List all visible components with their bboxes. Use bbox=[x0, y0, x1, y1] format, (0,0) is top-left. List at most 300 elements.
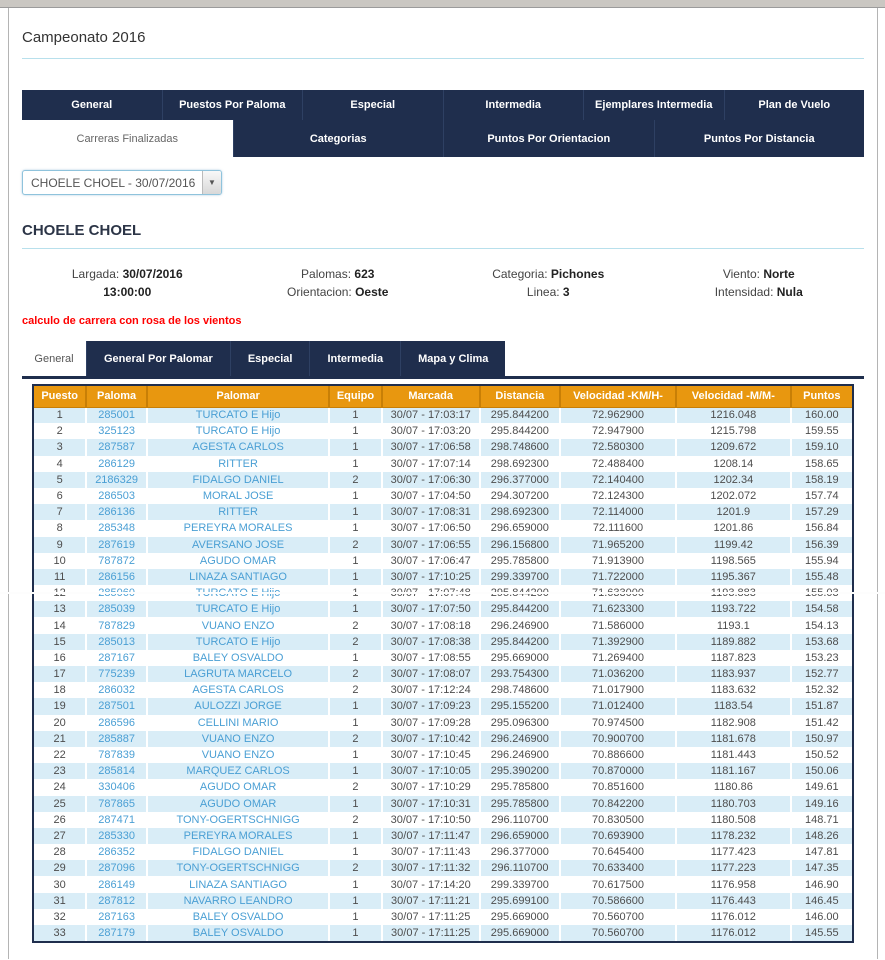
table-row bbox=[34, 763, 852, 779]
marcada-cell: 30/07 - 17:11:43 bbox=[382, 844, 480, 860]
velocidad-mm-cell: 1202.34 bbox=[676, 472, 791, 488]
palomar-link[interactable]: MARQUEZ CARLOS bbox=[147, 763, 329, 779]
velocidad-mm-cell: 1176.958 bbox=[676, 876, 791, 892]
velocidad-kmh-cell: 71.269400 bbox=[560, 650, 676, 666]
tab-ejemplares-intermedia[interactable]: Ejemplares Intermedia bbox=[583, 90, 724, 120]
paloma-link[interactable]: 287179 bbox=[86, 925, 147, 941]
marcada-cell: 30/07 - 17:14:20 bbox=[382, 876, 480, 892]
velocidad-mm-cell: 1183.632 bbox=[676, 682, 791, 698]
paloma-link[interactable]: 285814 bbox=[86, 763, 147, 779]
palomar-link[interactable]: AGUDO OMAR bbox=[147, 553, 329, 569]
distancia-cell: 298.692300 bbox=[480, 504, 560, 520]
paloma-link[interactable]: 285887 bbox=[86, 731, 147, 747]
puntos-cell: 158.65 bbox=[804, 457, 839, 470]
table-row bbox=[34, 747, 852, 763]
puntos-cell: 152.32 bbox=[804, 684, 839, 697]
equipo-cell: 2 bbox=[329, 731, 381, 747]
distancia-cell: 296.659000 bbox=[480, 520, 560, 536]
velocidad-kmh-cell: 71.392900 bbox=[560, 634, 676, 650]
equipo-cell: 1 bbox=[329, 423, 381, 439]
puntos-cell: 146.90 bbox=[804, 878, 839, 891]
velocidad-mm-cell: 1216.048 bbox=[676, 407, 791, 423]
marcada-cell: 30/07 - 17:09:23 bbox=[382, 698, 480, 714]
table-row bbox=[34, 423, 852, 439]
column-header-puesto: Puesto bbox=[34, 386, 86, 407]
paloma-link[interactable]: 287812 bbox=[86, 893, 147, 909]
distancia-cell: 299.339700 bbox=[480, 569, 560, 585]
puntos-cell: 157.74 bbox=[804, 490, 839, 503]
puesto-cell: 5 bbox=[34, 472, 86, 488]
velocidad-kmh-cell: 70.633400 bbox=[560, 860, 676, 876]
puesto-cell: 1 bbox=[34, 407, 86, 423]
table-row bbox=[34, 504, 852, 520]
palomar-link[interactable]: FIDALGO DANIEL bbox=[147, 844, 329, 860]
palomar-link[interactable]: RITTER bbox=[147, 456, 329, 472]
info-largada bbox=[22, 265, 233, 301]
table-row bbox=[34, 698, 852, 714]
puntos-cell: 149.61 bbox=[804, 781, 839, 794]
puesto-cell: 17 bbox=[34, 666, 86, 682]
distancia-cell: 296.377000 bbox=[480, 472, 560, 488]
equipo-cell: 1 bbox=[329, 909, 381, 925]
distancia-cell: 295.669000 bbox=[480, 650, 560, 666]
info-viento bbox=[654, 265, 865, 301]
puesto-cell: 26 bbox=[34, 812, 86, 828]
window-top-strip bbox=[0, 0, 885, 8]
puntos-cell: 150.97 bbox=[804, 732, 839, 745]
puntos-cell: 158.19 bbox=[804, 473, 839, 486]
velocidad-mm-cell: 1209.672 bbox=[676, 439, 791, 455]
equipo-cell: 1 bbox=[329, 456, 381, 472]
marcada-cell: 30/07 - 17:03:17 bbox=[382, 407, 480, 423]
puntos-cell: 160.00 bbox=[804, 409, 839, 422]
info-largada-line: Largada: 30/07/2016 bbox=[71, 267, 183, 281]
palomar-link[interactable]: PEREYRA MORALES bbox=[147, 520, 329, 536]
marcada-cell: 30/07 - 17:09:28 bbox=[382, 715, 480, 731]
palomar-link[interactable]: FIDALGO DANIEL bbox=[147, 472, 329, 488]
tab-plan-de-vuelo[interactable]: Plan de Vuelo bbox=[724, 90, 865, 120]
equipo-cell: 1 bbox=[329, 520, 381, 536]
marcada-cell: 30/07 - 17:10:29 bbox=[382, 779, 480, 795]
palomar-link[interactable]: AGESTA CARLOS bbox=[147, 682, 329, 698]
velocidad-mm-cell: 1198.565 bbox=[676, 553, 791, 569]
tab-intermedia[interactable]: Intermedia bbox=[443, 90, 584, 120]
palomar-link[interactable]: PEREYRA MORALES bbox=[147, 828, 329, 844]
puesto-cell: 31 bbox=[34, 893, 86, 909]
velocidad-kmh-cell: 71.965200 bbox=[560, 537, 676, 553]
column-header-velocidad-km-h: Velocidad -KM/H- bbox=[560, 386, 676, 407]
puesto-cell: 11 bbox=[34, 569, 86, 585]
puntos-cell: 154.58 bbox=[804, 603, 839, 616]
puesto-cell: 32 bbox=[34, 909, 86, 925]
velocidad-mm-cell: 1176.443 bbox=[676, 893, 791, 909]
palomar-link[interactable]: TONY-OGERTSCHNIGG bbox=[147, 860, 329, 876]
marcada-cell: 30/07 - 17:10:42 bbox=[382, 731, 480, 747]
palomar-link[interactable]: VUANO ENZO bbox=[147, 747, 329, 763]
distancia-cell: 295.699100 bbox=[480, 893, 560, 909]
info-viento-line: Viento: Norte bbox=[722, 267, 795, 281]
table-row bbox=[34, 601, 852, 617]
distancia-cell: 295.785800 bbox=[480, 779, 560, 795]
table-row bbox=[34, 844, 852, 860]
velocidad-kmh-cell: 70.870000 bbox=[560, 763, 676, 779]
column-header-velocidad-m-m: Velocidad -M/M- bbox=[676, 386, 791, 407]
puntos-cell: 156.39 bbox=[804, 538, 839, 551]
table-row bbox=[34, 666, 852, 682]
velocidad-mm-cell: 1180.703 bbox=[676, 796, 791, 812]
puntos-cell: 155.94 bbox=[804, 554, 839, 567]
paloma-link[interactable]: 285330 bbox=[86, 828, 147, 844]
distancia-cell: 296.246900 bbox=[480, 747, 560, 763]
paloma-link[interactable]: 285013 bbox=[86, 634, 147, 650]
equipo-cell: 1 bbox=[329, 488, 381, 504]
paloma-link[interactable]: 285001 bbox=[86, 407, 147, 423]
velocidad-kmh-cell: 70.886600 bbox=[560, 747, 676, 763]
marcada-cell: 30/07 - 17:04:50 bbox=[382, 488, 480, 504]
equipo-cell: 2 bbox=[329, 812, 381, 828]
marcada-cell: 30/07 - 17:06:47 bbox=[382, 553, 480, 569]
puesto-cell: 8 bbox=[34, 520, 86, 536]
distancia-cell: 296.377000 bbox=[480, 844, 560, 860]
velocidad-mm-cell: 1187.823 bbox=[676, 650, 791, 666]
palomar-link[interactable]: TURCATO E Hijo bbox=[147, 423, 329, 439]
race-title-divider bbox=[22, 248, 864, 249]
marcada-cell: 30/07 - 17:06:50 bbox=[382, 520, 480, 536]
palomar-link[interactable]: NAVARRO LEANDRO bbox=[147, 893, 329, 909]
velocidad-mm-cell: 1183.54 bbox=[676, 698, 791, 714]
marcada-cell: 30/07 - 17:08:31 bbox=[382, 504, 480, 520]
velocidad-kmh-cell: 71.623300 bbox=[560, 601, 676, 617]
equipo-cell: 1 bbox=[329, 876, 381, 892]
velocidad-mm-cell: 1193.1 bbox=[676, 617, 791, 633]
race-title: CHOELE CHOEL bbox=[22, 222, 142, 239]
equipo-cell: 1 bbox=[329, 715, 381, 731]
equipo-cell: 2 bbox=[329, 860, 381, 876]
results-table-wrap bbox=[32, 384, 854, 943]
palomar-link[interactable]: VUANO ENZO bbox=[147, 617, 329, 633]
table-row bbox=[34, 488, 852, 504]
equipo-cell: 2 bbox=[329, 537, 381, 553]
equipo-cell: 2 bbox=[329, 617, 381, 633]
distancia-cell: 295.096300 bbox=[480, 715, 560, 731]
palomar-link[interactable]: LINAZA SANTIAGO bbox=[147, 876, 329, 892]
paloma-link[interactable]: 325123 bbox=[86, 423, 147, 439]
distancia-cell: 298.692300 bbox=[480, 456, 560, 472]
info-categoria-line: Categoria: Pichones bbox=[492, 267, 605, 281]
table-row bbox=[34, 553, 852, 569]
column-header-palomar: Palomar bbox=[147, 386, 329, 407]
table-row bbox=[34, 893, 852, 909]
distancia-cell: 295.844200 bbox=[480, 423, 560, 439]
puntos-cell: 155.48 bbox=[804, 570, 839, 583]
palomar-link[interactable]: BALEY OSVALDO bbox=[147, 925, 329, 941]
velocidad-kmh-cell: 72.962900 bbox=[560, 407, 676, 423]
table-row bbox=[34, 876, 852, 892]
velocidad-kmh-cell: 70.586600 bbox=[560, 893, 676, 909]
paloma-link[interactable]: 285039 bbox=[86, 601, 147, 617]
equipo-cell: 1 bbox=[329, 407, 381, 423]
palomar-link[interactable]: MORAL JOSE bbox=[147, 488, 329, 504]
paloma-link[interactable]: 285348 bbox=[86, 520, 147, 536]
equipo-cell: 2 bbox=[329, 682, 381, 698]
equipo-cell: 1 bbox=[329, 504, 381, 520]
paloma-link[interactable]: 287501 bbox=[86, 698, 147, 714]
marcada-cell: 30/07 - 17:10:25 bbox=[382, 569, 480, 585]
equipo-cell: 1 bbox=[329, 925, 381, 941]
velocidad-kmh-cell: 70.842200 bbox=[560, 796, 676, 812]
paloma-link[interactable]: 286129 bbox=[86, 456, 147, 472]
velocidad-mm-cell: 1177.423 bbox=[676, 844, 791, 860]
puntos-cell: 157.29 bbox=[804, 506, 839, 519]
puesto-cell: 27 bbox=[34, 828, 86, 844]
table-row bbox=[34, 439, 852, 455]
equipo-cell: 2 bbox=[329, 472, 381, 488]
velocidad-mm-cell: 1178.232 bbox=[676, 828, 791, 844]
paloma-link[interactable]: 287587 bbox=[86, 439, 147, 455]
table-header-row bbox=[34, 386, 852, 407]
velocidad-mm-cell: 1177.223 bbox=[676, 860, 791, 876]
result-tab-general-por-palomar[interactable]: General Por Palomar bbox=[86, 341, 230, 376]
tab-general[interactable]: General bbox=[71, 99, 113, 111]
palomar-link[interactable]: BALEY OSVALDO bbox=[147, 909, 329, 925]
palomar-link[interactable]: AVERSANO JOSE bbox=[147, 537, 329, 553]
equipo-cell: 1 bbox=[329, 650, 381, 666]
race-select-value: CHOELE CHOEL - 30/07/2016 bbox=[31, 175, 196, 190]
puesto-cell: 14 bbox=[34, 617, 86, 633]
velocidad-kmh-cell: 70.900700 bbox=[560, 731, 676, 747]
tab-categorias[interactable]: Categorias bbox=[233, 120, 444, 157]
velocidad-kmh-cell: 70.560700 bbox=[560, 909, 676, 925]
velocidad-mm-cell: 1180.86 bbox=[676, 779, 791, 795]
column-header-marcada: Marcada bbox=[382, 386, 480, 407]
puesto-cell: 18 bbox=[34, 682, 86, 698]
paloma-link[interactable]: 2186329 bbox=[86, 472, 147, 488]
equipo-cell: 1 bbox=[329, 844, 381, 860]
paloma-link[interactable]: 787872 bbox=[86, 553, 147, 569]
paloma-link[interactable]: 787865 bbox=[86, 796, 147, 812]
equipo-cell: 1 bbox=[329, 796, 381, 812]
velocidad-mm-cell: 1189.882 bbox=[676, 634, 791, 650]
race-select[interactable] bbox=[22, 170, 222, 195]
paloma-link[interactable]: 775239 bbox=[86, 666, 147, 682]
info-categoria-line: Linea: 3 bbox=[526, 285, 570, 299]
velocidad-mm-cell: 1181.678 bbox=[676, 731, 791, 747]
equipo-cell: 2 bbox=[329, 666, 381, 682]
palomar-link[interactable]: TURCATO E Hijo bbox=[147, 407, 329, 423]
paloma-link[interactable]: 287163 bbox=[86, 909, 147, 925]
marcada-cell: 30/07 - 17:12:24 bbox=[382, 682, 480, 698]
tab-puntos-por-orientacion[interactable]: Puntos Por Orientacion bbox=[443, 120, 654, 157]
results-table-body bbox=[34, 407, 852, 941]
info-palomas-line: Orientacion: Oeste bbox=[287, 285, 389, 299]
paloma-link[interactable]: 287096 bbox=[86, 860, 147, 876]
paloma-link[interactable]: 330406 bbox=[86, 779, 147, 795]
velocidad-kmh-cell: 72.111600 bbox=[560, 520, 676, 536]
equipo-cell: 1 bbox=[329, 893, 381, 909]
paloma-link[interactable]: 287619 bbox=[86, 537, 147, 553]
distancia-cell: 295.844200 bbox=[480, 601, 560, 617]
table-row bbox=[34, 537, 852, 553]
paloma-link[interactable]: 286032 bbox=[86, 682, 147, 698]
equipo-cell: 1 bbox=[329, 698, 381, 714]
info-categoria bbox=[443, 265, 654, 301]
paloma-link[interactable]: 787829 bbox=[86, 617, 147, 633]
puntos-cell: 150.52 bbox=[804, 749, 839, 762]
velocidad-kmh-cell: 71.012400 bbox=[560, 698, 676, 714]
velocidad-mm-cell: 1176.012 bbox=[676, 909, 791, 925]
result-tab-intermedia[interactable]: Intermedia bbox=[309, 341, 400, 376]
result-tab-especial[interactable]: Especial bbox=[230, 341, 310, 376]
column-header-puntos: Puntos bbox=[791, 386, 852, 407]
primary-tab-bar bbox=[22, 90, 864, 120]
puntos-cell: 152.77 bbox=[804, 668, 839, 681]
paloma-link[interactable]: 286156 bbox=[86, 569, 147, 585]
paloma-link[interactable]: 286596 bbox=[86, 715, 147, 731]
palomar-link[interactable]: LAGRUTA MARCELO bbox=[147, 666, 329, 682]
velocidad-mm-cell: 1208.14 bbox=[676, 456, 791, 472]
paloma-link[interactable]: 286352 bbox=[86, 844, 147, 860]
distancia-cell: 296.246900 bbox=[480, 731, 560, 747]
puesto-cell: 2 bbox=[34, 423, 86, 439]
velocidad-mm-cell: 1182.908 bbox=[676, 715, 791, 731]
velocidad-mm-cell: 1183.937 bbox=[676, 666, 791, 682]
puntos-cell: 147.81 bbox=[804, 846, 839, 859]
puntos-cell: 153.23 bbox=[804, 651, 839, 664]
puntos-cell: 159.55 bbox=[804, 425, 839, 438]
equipo-cell: 2 bbox=[329, 634, 381, 650]
puesto-cell: 10 bbox=[34, 553, 86, 569]
marcada-cell: 30/07 - 17:06:30 bbox=[382, 472, 480, 488]
race-note: calculo de carrera con rosa de los vientos bbox=[22, 315, 242, 327]
velocidad-mm-cell: 1201.9 bbox=[676, 504, 791, 520]
info-largada-line: 13:00:00 bbox=[103, 285, 152, 299]
distancia-cell: 295.390200 bbox=[480, 763, 560, 779]
marcada-cell: 30/07 - 17:11:25 bbox=[382, 909, 480, 925]
puesto-cell: 6 bbox=[34, 488, 86, 504]
distancia-cell: 298.748600 bbox=[480, 682, 560, 698]
result-tab-mapa-y-clima[interactable]: Mapa y Clima bbox=[400, 341, 505, 376]
puesto-cell: 19 bbox=[34, 698, 86, 714]
velocidad-kmh-cell: 71.913900 bbox=[560, 553, 676, 569]
result-tab-general[interactable]: General bbox=[22, 341, 86, 376]
puntos-cell: 148.71 bbox=[804, 813, 839, 826]
marcada-cell: 30/07 - 17:08:07 bbox=[382, 666, 480, 682]
puntos-cell: 150.06 bbox=[804, 765, 839, 778]
velocidad-kmh-cell: 72.114000 bbox=[560, 504, 676, 520]
palomar-link[interactable]: AULOZZI JORGE bbox=[147, 698, 329, 714]
palomar-link[interactable]: TONY-OGERTSCHNIGG bbox=[147, 812, 329, 828]
distancia-cell: 294.307200 bbox=[480, 488, 560, 504]
puntos-cell: 149.16 bbox=[804, 797, 839, 810]
velocidad-mm-cell: 1193.722 bbox=[676, 601, 791, 617]
page bbox=[8, 8, 878, 959]
puntos-cell: 159.10 bbox=[804, 441, 839, 454]
puesto-cell: 22 bbox=[34, 747, 86, 763]
palomar-link[interactable]: TURCATO E Hijo bbox=[147, 601, 329, 617]
palomar-link[interactable]: BALEY OSVALDO bbox=[147, 650, 329, 666]
marcada-cell: 30/07 - 17:10:50 bbox=[382, 812, 480, 828]
paloma-link[interactable]: 287471 bbox=[86, 812, 147, 828]
palomar-link[interactable]: AGESTA CARLOS bbox=[147, 439, 329, 455]
marcada-cell: 30/07 - 17:03:20 bbox=[382, 423, 480, 439]
velocidad-mm-cell: 1181.443 bbox=[676, 747, 791, 763]
table-row bbox=[34, 634, 852, 650]
palomar-link[interactable]: RITTER bbox=[147, 504, 329, 520]
marcada-cell: 30/07 - 17:10:45 bbox=[382, 747, 480, 763]
paloma-link[interactable]: 286136 bbox=[86, 504, 147, 520]
palomar-link[interactable]: AGUDO OMAR bbox=[147, 779, 329, 795]
paloma-link[interactable]: 287167 bbox=[86, 650, 147, 666]
table-row bbox=[34, 456, 852, 472]
tab-carreras-finalizadas[interactable]: Carreras Finalizadas bbox=[22, 120, 233, 157]
table-row bbox=[34, 569, 852, 585]
palomar-link[interactable]: TURCATO E Hijo bbox=[147, 634, 329, 650]
table-row bbox=[34, 682, 852, 698]
puntos-cell: 145.55 bbox=[804, 927, 839, 940]
distancia-cell: 295.844200 bbox=[480, 407, 560, 423]
column-header-paloma: Paloma bbox=[86, 386, 147, 407]
marcada-cell: 30/07 - 17:11:32 bbox=[382, 860, 480, 876]
puesto-cell: 28 bbox=[34, 844, 86, 860]
palomar-link[interactable]: VUANO ENZO bbox=[147, 731, 329, 747]
equipo-cell: 1 bbox=[329, 763, 381, 779]
marcada-cell: 30/07 - 17:08:18 bbox=[382, 617, 480, 633]
velocidad-kmh-cell: 71.036200 bbox=[560, 666, 676, 682]
equipo-cell: 2 bbox=[329, 779, 381, 795]
palomar-link[interactable]: CELLINI MARIO bbox=[147, 715, 329, 731]
velocidad-kmh-cell: 72.947900 bbox=[560, 423, 676, 439]
puntos-cell: 148.26 bbox=[804, 829, 839, 842]
table-row bbox=[34, 650, 852, 666]
velocidad-mm-cell: 1215.798 bbox=[676, 423, 791, 439]
equipo-cell: 1 bbox=[329, 601, 381, 617]
info-palomas bbox=[233, 265, 444, 301]
velocidad-kmh-cell: 70.830500 bbox=[560, 812, 676, 828]
distancia-cell: 296.156800 bbox=[480, 537, 560, 553]
tab-puestos-por-paloma[interactable]: Puestos Por Paloma bbox=[162, 90, 303, 120]
velocidad-mm-cell: 1180.508 bbox=[676, 812, 791, 828]
marcada-cell: 30/07 - 17:06:55 bbox=[382, 537, 480, 553]
velocidad-kmh-cell: 70.974500 bbox=[560, 715, 676, 731]
velocidad-mm-cell: 1176.012 bbox=[676, 925, 791, 941]
paloma-link[interactable]: 787839 bbox=[86, 747, 147, 763]
distancia-cell: 295.155200 bbox=[480, 698, 560, 714]
chevron-down-icon[interactable]: ▼ bbox=[202, 171, 221, 194]
palomar-link[interactable]: AGUDO OMAR bbox=[147, 796, 329, 812]
info-palomas-line: Palomas: 623 bbox=[301, 267, 375, 281]
tab-especial[interactable]: Especial bbox=[302, 90, 443, 120]
distancia-cell: 295.785800 bbox=[480, 553, 560, 569]
table-row bbox=[34, 617, 852, 633]
puesto-cell: 21 bbox=[34, 731, 86, 747]
paloma-link[interactable]: 286503 bbox=[86, 488, 147, 504]
tab-puntos-por-distancia[interactable]: Puntos Por Distancia bbox=[654, 120, 865, 157]
table-row bbox=[34, 520, 852, 536]
palomar-link[interactable]: LINAZA SANTIAGO bbox=[147, 569, 329, 585]
marcada-cell: 30/07 - 17:08:55 bbox=[382, 650, 480, 666]
puesto-cell: 9 bbox=[34, 537, 86, 553]
puesto-cell: 25 bbox=[34, 796, 86, 812]
marcada-cell: 30/07 - 17:11:25 bbox=[382, 925, 480, 941]
velocidad-kmh-cell: 70.851600 bbox=[560, 779, 676, 795]
table-row bbox=[34, 715, 852, 731]
velocidad-kmh-cell: 71.722000 bbox=[560, 569, 676, 585]
velocidad-kmh-cell: 72.140400 bbox=[560, 472, 676, 488]
paloma-link[interactable]: 286149 bbox=[86, 876, 147, 892]
velocidad-mm-cell: 1199.42 bbox=[676, 537, 791, 553]
table-row bbox=[34, 925, 852, 941]
velocidad-kmh-cell: 72.124300 bbox=[560, 488, 676, 504]
